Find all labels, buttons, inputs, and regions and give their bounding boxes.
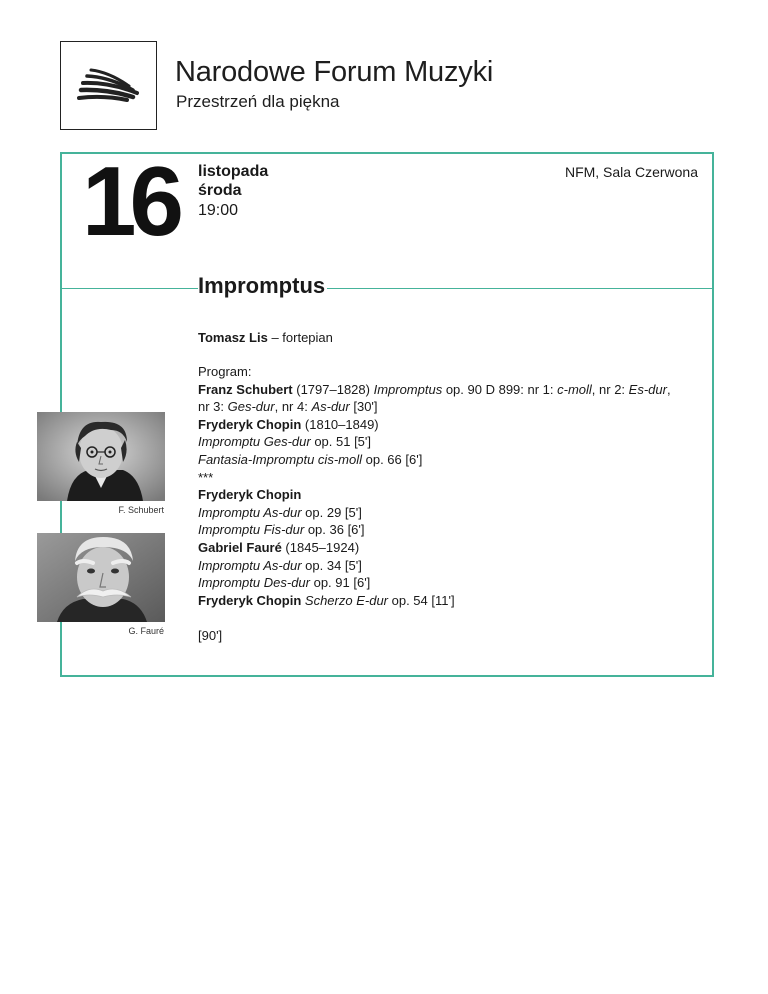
program-label: Program: xyxy=(198,364,252,379)
work-catalog: op. 34 [5'] xyxy=(301,557,362,573)
composer-name: Gabriel Fauré xyxy=(198,539,282,555)
program-line xyxy=(198,574,698,592)
work-catalog: op. 36 [6'] xyxy=(304,522,365,538)
key: c-moll xyxy=(557,381,592,397)
separator: , nr 2: xyxy=(591,381,629,397)
composer-name: Fryderyk Chopin xyxy=(198,416,302,432)
program-line xyxy=(198,539,698,557)
work-catalog: op. 29 [5'] xyxy=(301,504,362,520)
composer-years: (1797–1828) xyxy=(292,381,374,397)
program-line xyxy=(198,416,698,434)
work-title: Fantasia-Impromptu cis-moll xyxy=(198,451,362,467)
nfm-logo xyxy=(60,41,157,130)
event-day: 16 xyxy=(82,146,178,256)
work-number: , nr 4: xyxy=(274,399,312,415)
program-line xyxy=(198,521,698,539)
schubert-caption: F. Schubert xyxy=(118,505,164,515)
separator: , xyxy=(666,381,671,397)
event-time: 19:00 xyxy=(198,202,239,219)
total-duration: [90'] xyxy=(198,628,223,643)
performer xyxy=(198,330,333,345)
work-catalog: op. 54 [11'] xyxy=(388,592,455,608)
event-month: listopada xyxy=(198,163,269,180)
program-line xyxy=(198,557,698,575)
composer-name: Franz Schubert xyxy=(198,381,293,397)
work-catalog: op. 66 [6'] xyxy=(362,451,423,467)
work-title: Impromptu Fis-dur xyxy=(198,522,305,538)
program-line xyxy=(198,398,698,416)
work-catalog: op. 91 [6'] xyxy=(309,575,371,591)
program-line xyxy=(198,433,698,451)
brand-title: Narodowe Forum Muzyki xyxy=(175,56,494,88)
work-number: nr 3: xyxy=(198,399,228,415)
program-line xyxy=(198,381,698,399)
program-line xyxy=(198,451,698,469)
composer-years: (1845–1924) xyxy=(281,539,360,555)
work-title: Impromptu As-dur xyxy=(198,557,302,573)
program-line xyxy=(198,592,698,610)
key: Ges-dur xyxy=(227,399,275,415)
program-line xyxy=(198,486,698,504)
schubert-portrait xyxy=(37,412,165,501)
key: As-dur xyxy=(311,399,350,415)
composer-name: Fryderyk Chopin xyxy=(198,592,302,608)
composer-name: Fryderyk Chopin xyxy=(198,487,302,503)
work-title: Impromptu As-dur xyxy=(198,504,302,520)
nfm-wave-logo-icon xyxy=(75,62,143,110)
intermission-separator: *** xyxy=(198,469,214,485)
work-catalog: op. 90 D 899: nr 1: xyxy=(442,381,558,397)
work-title: Impromptu Des-dur xyxy=(198,575,310,591)
work-duration: [30'] xyxy=(349,399,378,415)
program-line xyxy=(198,504,698,522)
brand-subtitle: Przestrzeń dla piękna xyxy=(176,92,340,111)
performer-name: Tomasz Lis xyxy=(198,330,268,345)
faure-portrait xyxy=(37,533,165,622)
title-divider xyxy=(60,288,714,289)
work-title: Scherzo E-dur xyxy=(301,592,388,608)
key: Es-dur xyxy=(628,381,667,397)
work-title: Impromptu Ges-dur xyxy=(198,434,311,450)
performer-role: – fortepian xyxy=(267,330,333,345)
concert-title: Impromptus xyxy=(198,273,326,298)
event-venue: NFM, Sala Czerwona xyxy=(564,164,698,180)
program-list xyxy=(198,363,698,609)
work-title: Impromptus xyxy=(373,381,443,397)
work-catalog: op. 51 [5'] xyxy=(310,434,372,450)
event-weekday: środa xyxy=(198,182,242,199)
composer-years: (1810–1849) xyxy=(301,416,379,432)
faure-caption: G. Fauré xyxy=(128,626,164,636)
